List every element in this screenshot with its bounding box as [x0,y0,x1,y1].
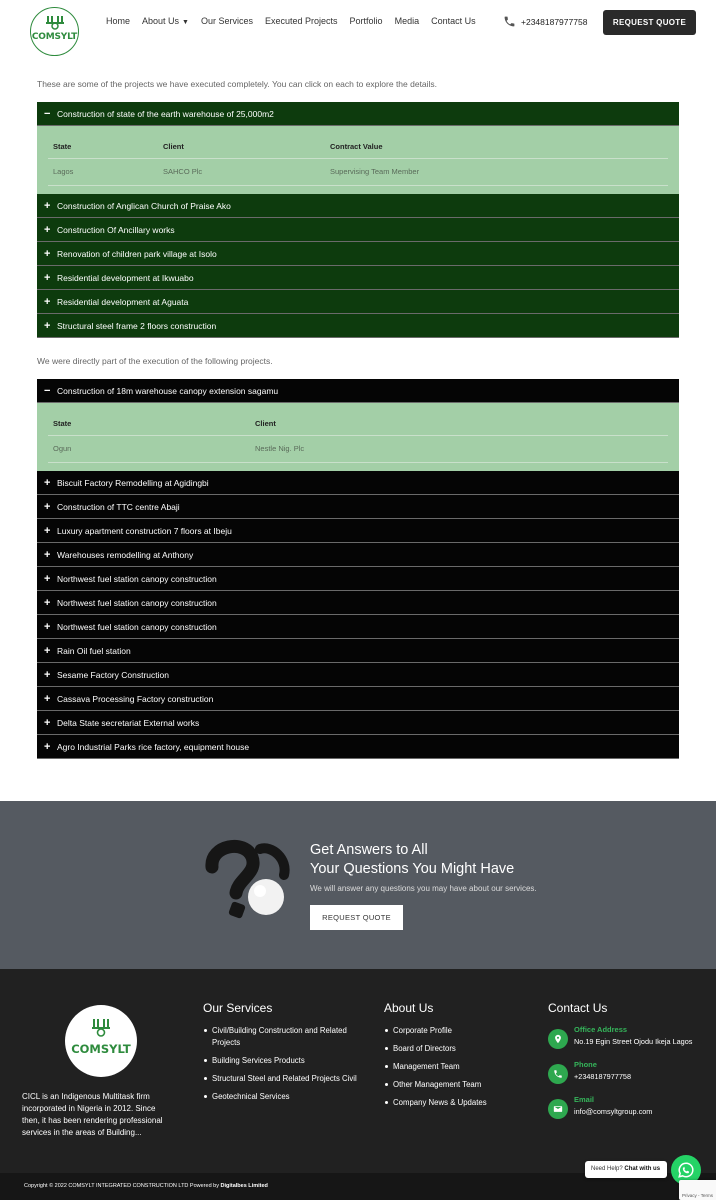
footer-service-link[interactable]: Civil/Building Construction and Related Projects [203,1025,368,1049]
contact-label: Office Address [574,1025,628,1034]
accordion-item-label: Northwest fuel station canopy construction [57,598,217,608]
chat-cta: Chat with us [624,1166,661,1172]
plus-icon: + [44,272,51,284]
plus-icon: + [44,645,51,657]
cta-title-line2: Your Questions You Might Have [310,861,515,877]
footer-service-link[interactable]: Geotechnical Services [203,1091,368,1103]
powered-by-link[interactable]: Digitalbes Limited [220,1183,268,1189]
nav-about-us[interactable] [142,16,189,28]
plus-icon: + [44,525,51,537]
logo-text: COMSYLT [31,32,78,42]
table-cell-client: SAHCO Plc [158,159,325,186]
plus-icon: + [44,621,51,633]
footer-logo[interactable] [65,1005,137,1077]
nav-our-services[interactable]: Our Services [200,16,253,26]
cta-request-quote-button[interactable]: REQUEST QUOTE [310,905,403,930]
minus-icon: − [44,385,51,397]
accordion-item-label: Construction of 18m warehouse canopy extension sagamu [57,386,279,396]
accordion-item-label: Agro Industrial Parks rice factory, equipment house [57,742,250,752]
cta-title [310,841,570,879]
table-header-client: Client [250,411,668,436]
plus-icon: + [44,693,51,705]
plus-icon: + [44,477,51,489]
table-cell-state: Lagos [48,159,158,186]
accordion-item[interactable] [37,242,679,266]
table-header-state: State [48,134,158,159]
plus-icon: + [44,501,51,513]
accordion-item-label: Structural steel frame 2 floors construction [57,321,217,331]
site-footer [0,969,716,1173]
accordion-item-label: Renovation of children park village at Isolo [57,249,217,259]
logo-mark-icon [46,16,64,30]
site-header [0,0,716,64]
table-cell-client: Nestle Nig. Plc [250,436,668,463]
accordion-item-label: Sesame Factory Construction [57,670,169,680]
contact-label: Email [574,1095,595,1104]
accordion-item[interactable] [37,639,679,663]
accordion-item-label: Northwest fuel station canopy construction [57,574,217,584]
accordion-item[interactable] [37,687,679,711]
footer-service-link[interactable]: Building Services Products [203,1055,368,1067]
accordion-item[interactable] [37,543,679,567]
chat-prefix: Need Help? [591,1166,625,1172]
plus-icon: + [44,320,51,332]
plus-icon: + [44,200,51,212]
plus-icon: + [44,717,51,729]
contact-label: Phone [574,1060,597,1069]
table-cell-state: Ogun [48,436,250,463]
accordion-item-open[interactable] [37,379,679,403]
accordion-item-label: Residential development at Ikwuabo [57,273,194,283]
section2-intro: We were directly part of the execution of the following projects. [37,356,273,366]
nav-home[interactable]: Home [106,16,131,26]
copyright-prefix: Copyright © 2022 COMSYLT INTEGRATED CONSTRUCTION LTD Powered by [24,1183,221,1189]
nav-executed-projects[interactable]: Executed Projects [265,16,338,26]
accordion-item[interactable] [37,194,679,218]
accordion-item[interactable] [37,567,679,591]
plus-icon: + [44,296,51,308]
phone-icon [503,15,516,28]
nav-media[interactable]: Media [394,16,420,26]
accordion-item[interactable] [37,314,679,338]
location-icon [548,1029,568,1049]
site-logo[interactable] [30,7,79,56]
accordion-item-label: Construction of state of the earth warehouse of 25,000m2 [57,109,274,119]
accordion-item-label: Biscuit Factory Remodelling at Agidingbi [57,478,209,488]
footer-about-title: About Us [384,1001,434,1015]
nav-about-label: About Us [142,16,180,26]
plus-icon: + [44,549,51,561]
accordion-panel [37,126,679,194]
cta-title-line1: Get Answers to All [310,842,428,858]
question-mark-illustration [200,837,295,932]
accordion-item[interactable] [37,615,679,639]
table-header-state: State [48,411,250,436]
whatsapp-icon [677,1161,695,1179]
footer-services [203,1001,368,1109]
project-details-table [48,134,668,186]
contact-office-address [548,1025,708,1060]
accordion-item[interactable] [37,663,679,687]
contact-value: No.19 Egin Street Ojodu Ikeja Lagos [574,1037,693,1046]
accordion-item[interactable] [37,266,679,290]
accordion-item-label: Luxury apartment construction 7 floors at Ibeju [57,526,232,536]
footer-about-link[interactable]: Management Team [384,1061,524,1073]
footer-services-title: Our Services [203,1001,273,1015]
accordion-item[interactable] [37,735,679,759]
plus-icon: + [44,224,51,236]
footer-contact [548,1001,708,1130]
accordion-item-label: Construction of TTC centre Abaji [57,502,180,512]
recaptcha-badge[interactable]: Privacy - Terms [679,1180,716,1200]
cta-subtitle: We will answer any questions you may have about our services. [310,884,537,893]
table-header-client: Client [158,134,325,159]
footer-logo-text: COMSYLT [71,1042,131,1056]
accordion-item[interactable] [37,711,679,735]
contact-value[interactable]: +2348187977758 [574,1072,632,1081]
minus-icon: − [44,108,51,120]
plus-icon: + [44,573,51,585]
footer-about-link[interactable]: Company News & Updates [384,1097,524,1109]
accordion-item[interactable] [37,519,679,543]
accordion-item[interactable] [37,218,679,242]
contact-phone [548,1060,708,1095]
nav-portfolio[interactable]: Portfolio [349,16,383,26]
request-quote-button[interactable]: REQUEST QUOTE [603,10,696,35]
chevron-down-icon: ▼ [182,19,189,26]
footer-service-link[interactable]: Structural Steel and Related Projects Civil [203,1073,368,1085]
accordion-item[interactable] [37,471,679,495]
header-phone[interactable] [503,15,587,28]
copyright-text [24,1183,268,1189]
table-header-contract-value: Contract Value [325,134,668,159]
accordion-item-label: Warehouses remodelling at Anthony [57,550,194,560]
main-nav [106,16,488,28]
footer-about-link[interactable]: Board of Directors [384,1043,524,1055]
accordion-item[interactable] [37,290,679,314]
chat-bubble[interactable] [585,1161,667,1178]
project-details-table [48,411,668,463]
plus-icon: + [44,741,51,753]
footer-about-link[interactable]: Other Management Team [384,1079,524,1091]
accordion-item-label: Residential development at Aguata [57,297,189,307]
footer-contact-title: Contact Us [548,1001,608,1015]
accordion-item-label: Construction of Anglican Church of Praise Ako [57,201,231,211]
participated-projects-accordion [37,379,679,759]
plus-icon: + [44,597,51,609]
accordion-item-label: Cassava Processing Factory construction [57,694,214,704]
section1-intro: These are some of the projects we have executed completely. You can click on each to explore the details. [37,79,438,89]
completed-projects-accordion [37,102,679,338]
accordion-item-label: Delta State secretariat External works [57,718,200,728]
nav-contact-us[interactable]: Contact Us [431,16,476,26]
plus-icon: + [44,248,51,260]
contact-value[interactable]: info@comsyltgroup.com [574,1107,653,1116]
plus-icon: + [44,669,51,681]
footer-about-link[interactable]: Corporate Profile [384,1025,524,1037]
accordion-item-label: Rain Oil fuel station [57,646,131,656]
table-cell-contract-value: Supervising Team Member [325,159,668,186]
cta-section [0,801,716,969]
contact-email [548,1095,708,1130]
email-icon [548,1099,568,1119]
accordion-item-label: Northwest fuel station canopy construction [57,622,217,632]
phone-icon [548,1064,568,1084]
accordion-item[interactable] [37,495,679,519]
logo-mark-icon [92,1019,110,1037]
footer-about-links [384,1001,524,1115]
accordion-item-label: Construction Of Ancillary works [57,225,175,235]
accordion-item[interactable] [37,591,679,615]
accordion-panel [37,403,679,471]
accordion-item-open[interactable] [37,102,679,126]
header-phone-number: +2348187977758 [521,16,588,27]
footer-about-text: CICL is an Indigenous Multitask firm incorporated in Nigeria in 2012. Since then, it has been rendering professional services in the areas of Building... [22,1092,163,1137]
